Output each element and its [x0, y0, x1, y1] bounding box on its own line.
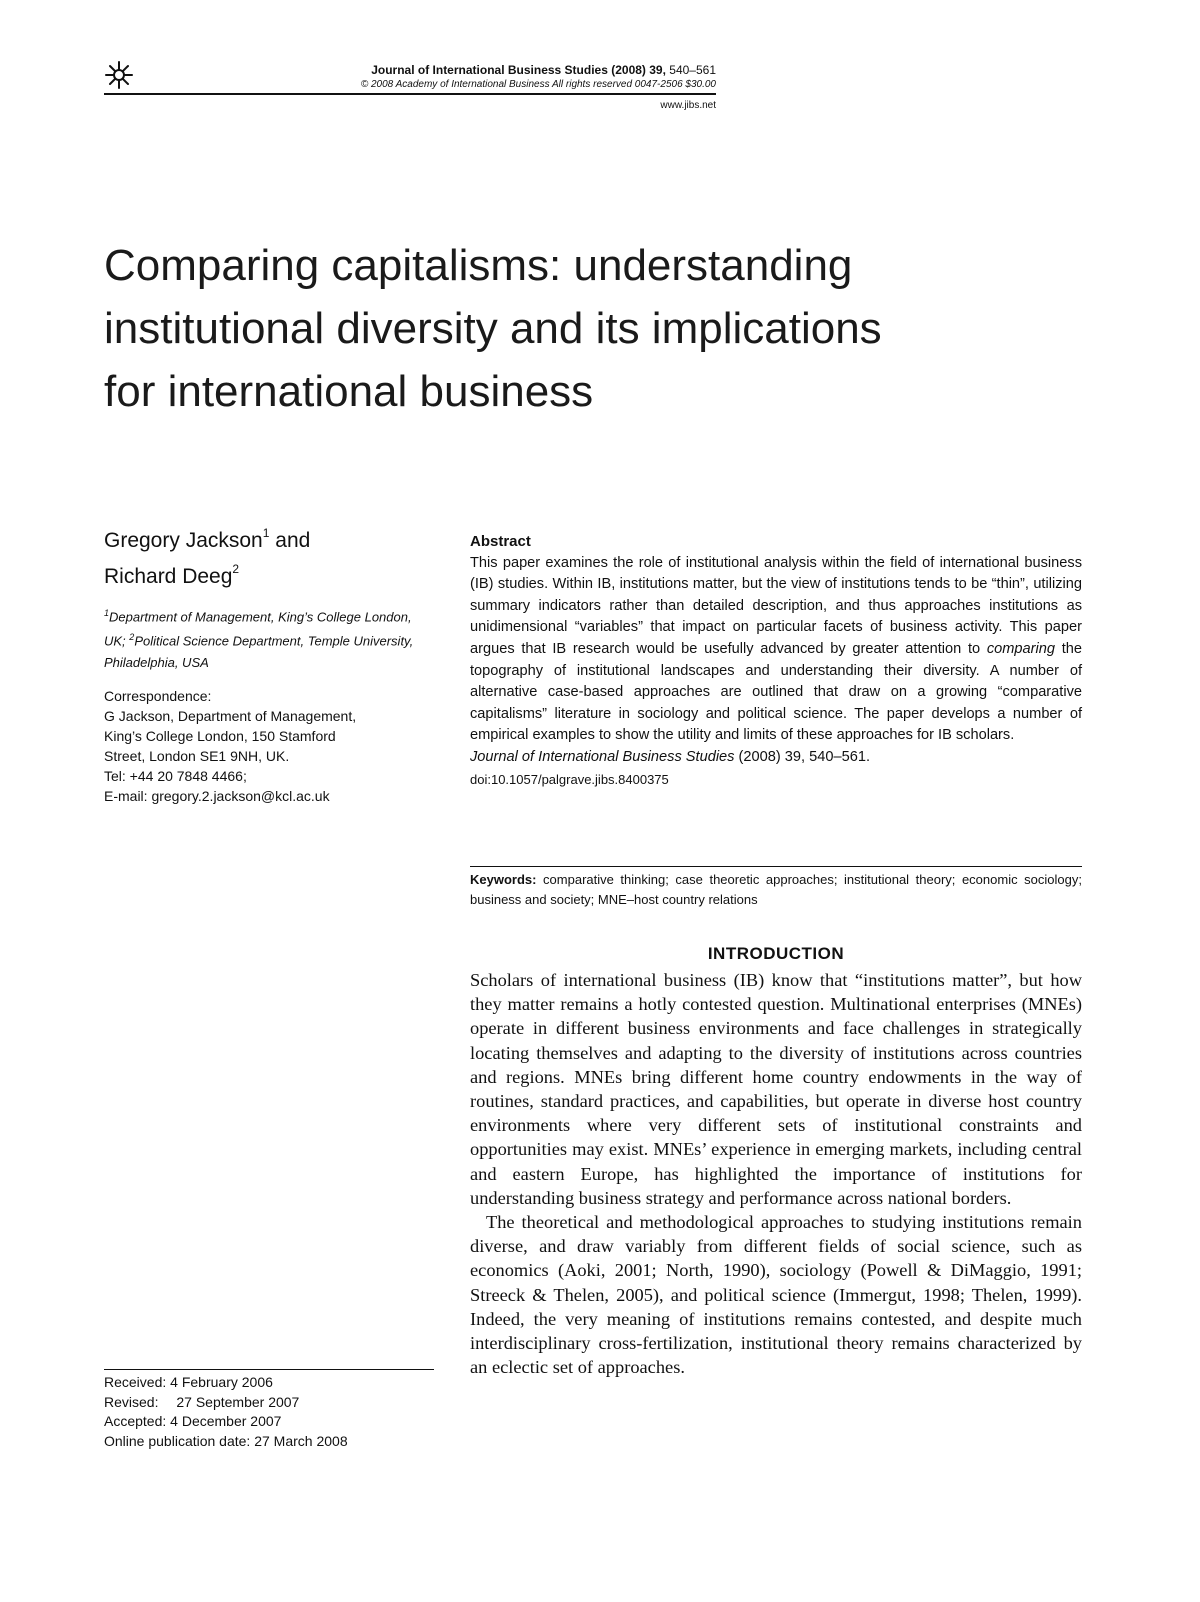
section-heading: INTRODUCTION: [707, 944, 845, 963]
affiliations: [104, 603, 434, 673]
date-value: 4 February 2006: [170, 1374, 273, 1390]
author-joiner: and: [275, 529, 311, 552]
abstract-emphasis: comparing: [986, 640, 1055, 657]
doi-link[interactable]: doi:10.1057/palgrave.jibs.8400375: [470, 771, 669, 787]
journal-url: www.jibs.net: [660, 100, 716, 111]
date-value: 4 December 2007: [170, 1413, 282, 1429]
keywords-label: Keywords:: [470, 872, 537, 887]
journal-pages: 540–561: [669, 63, 716, 77]
body-text: [470, 968, 1082, 1379]
title-line: Comparing capitalisms: understanding: [104, 241, 853, 290]
correspondence-line: G Jackson, Department of Management,: [104, 708, 357, 724]
affil-marker: 1: [104, 608, 110, 618]
abstract-block: [470, 531, 1082, 790]
keywords-text: comparative thinking; case theoretic approaches; institutional theory; economic sociology; business and society; MNE–host country relations: [470, 872, 1082, 907]
journal-name: Journal of International Business Studies (2008) 39,: [371, 63, 666, 77]
abstract-text: the topography of institutional landscapes and understanding their diversity. A number of alternative case-based approaches are outlined that draw on a growing “comparative capitalisms” literature in sociology and political science. The paper develops a number of empirical examples to show the utility and limits of these approaches for IB scholars.: [470, 640, 1082, 744]
citation-journal: Journal of International Business Studies: [470, 748, 735, 765]
author-name: Richard Deeg: [104, 565, 233, 588]
abstract-citation: [470, 747, 1082, 769]
publisher-logo-icon: [104, 60, 134, 90]
author-affil-marker: 2: [232, 562, 240, 576]
author-list: [104, 520, 310, 592]
date-label: Revised:: [104, 1393, 159, 1410]
keywords-rule: [470, 866, 1082, 867]
date-label: Accepted:: [104, 1413, 167, 1429]
dates-rule: [104, 1369, 434, 1370]
title-line: institutional diversity and its implications: [104, 304, 882, 353]
paragraph: Scholars of international business (IB) know that “institutions matter”, but how they matter remains a hotly contested question. Multinational enterprises (MNEs) operate in different business environments and face challenges in strategically locating themselves and adapting to the diversity of institutions across countries and regions. MNEs bring different home country endowments in the way of routines, standard practices, and capabilities, but operate in diverse host country environments where very different sets of institutional constraints and opportunities may exist. MNEs’ experience in emerging markets, including central and eastern Europe, has highlighted the importance of institutions for understanding business strategy and performance across national borders.: [470, 970, 1082, 1208]
correspondence-line: Street, London SE1 9NH, UK.: [104, 748, 290, 764]
affil-marker: 2: [129, 632, 135, 643]
journal-citation-header: [371, 63, 716, 77]
paragraph: The theoretical and methodological approaches to studying institutions remain diverse, and draw variably from different fields of social science, such as economics (Aoki, 2001; North, 1990), sociology (Powell & DiMaggio, 1991; Streeck & Thelen, 2005), and political science (Immergut, 1998; Thelen, 1999). Indeed, the very meaning of institutions remains contested, and despite much interdisciplinary cross-fertilization, institutional theory remains characterized by an eclectic set of approaches.: [470, 1212, 1082, 1378]
citation-details: (2008) 39, 540–561.: [738, 748, 870, 765]
correspondence-label: Correspondence:: [104, 688, 212, 704]
correspondence-block: [104, 686, 434, 806]
header-rule: [104, 93, 716, 95]
publication-dates: [104, 1373, 444, 1451]
correspondence-email: E-mail: gregory.2.jackson@kcl.ac.uk: [104, 788, 330, 804]
author-affil-marker: 1: [262, 526, 270, 540]
title-line: for international business: [104, 367, 594, 416]
article-title: [104, 234, 1004, 423]
affil-text: Political Science Department, Temple University, Philadelphia, USA: [104, 633, 414, 670]
date-label: Received:: [104, 1374, 167, 1390]
correspondence-line: King’s College London, 150 Stamford: [104, 728, 336, 744]
copyright-line: © 2008 Academy of International Business All rights reserved 0047-2506 $30.00: [360, 79, 716, 90]
affil-text: Department of Management, King’s College London, UK;: [104, 609, 412, 649]
keywords-block: [470, 870, 1082, 909]
abstract-heading: Abstract: [470, 533, 531, 550]
date-value: 27 March 2008: [254, 1432, 348, 1449]
correspondence-tel: Tel: +44 20 7848 4466;: [104, 768, 247, 784]
date-label: Online publication date:: [104, 1432, 251, 1449]
abstract-text: This paper examines the role of institutional analysis within the field of international business (IB) studies. Within IB, institutions matter, but the view of institutions tends to be “thin”, utilizing summary indicators rather than detailed description, and thus approaches institutions as unidimensional “variables” that impact on particular facets of business activity. This paper argues that IB research would be usefully advanced by greater attention to: [470, 554, 1082, 657]
date-value: 27 September 2007: [176, 1393, 300, 1410]
author-name: Gregory Jackson: [104, 529, 263, 552]
